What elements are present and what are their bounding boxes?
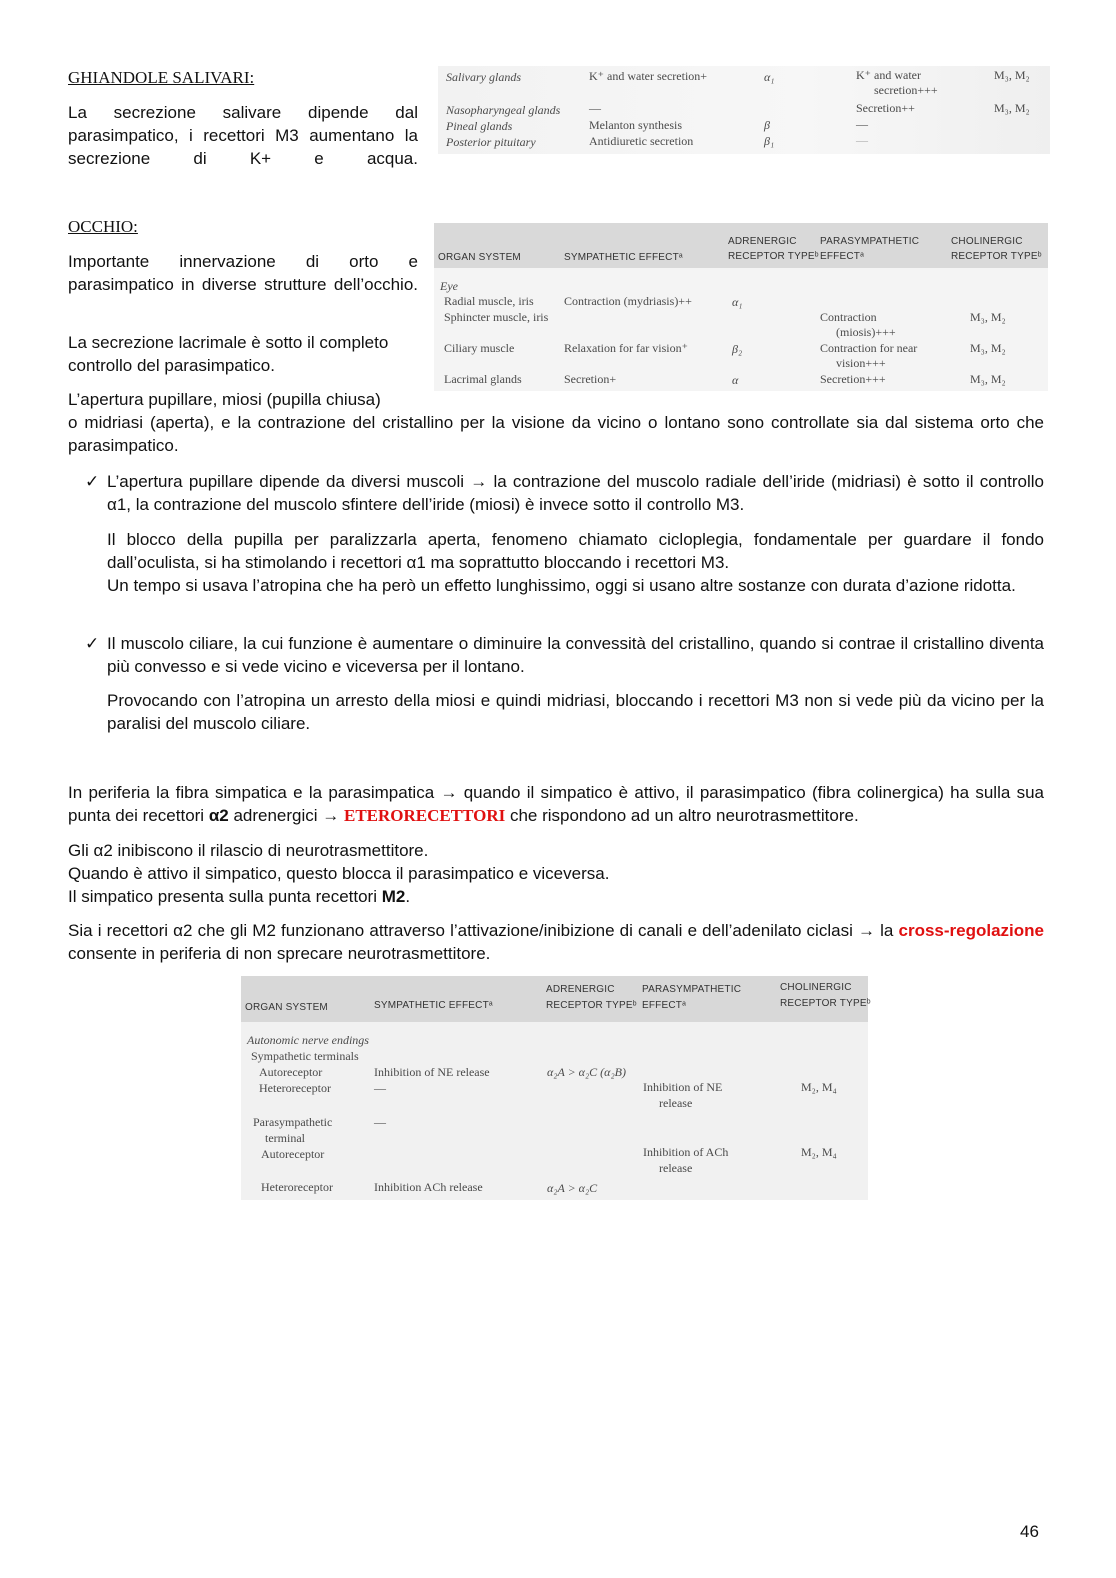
table-cell: α₁ xyxy=(732,295,743,309)
eye-paragraph-1: Importante innervazione di orto e parasimpatico in diverse strutture dell’occhio. xyxy=(68,252,418,294)
table-header: RECEPTOR TYPEᵇ xyxy=(728,251,819,262)
table-cell: Pineal glands xyxy=(446,119,513,133)
periphery-paragraph-2 xyxy=(68,919,1044,965)
table-cell: β xyxy=(764,118,770,132)
eye-paragraph-3-line1: L’apertura pupillare, miosi (pupilla chiusa) xyxy=(68,390,381,409)
table-cell: Heteroreceptor xyxy=(259,1081,331,1095)
table-cell: — xyxy=(856,117,868,131)
table-header: ADRENERGIC xyxy=(546,984,615,995)
table-header: PARASYMPATHETIC xyxy=(642,984,742,995)
table-cell: K⁺ and water secretion+ xyxy=(589,69,708,83)
table-header: RECEPTOR TYPEᵇ xyxy=(780,998,871,1009)
atropine-paragraph: Un tempo si usava l’atropina che ha però un effetto lunghissimo, oggi si usano altre sostanze con durata d’azione ridotta. xyxy=(107,576,1016,595)
text-span: che rispondono ad un altro neurotrasmettitore. xyxy=(505,806,859,825)
salivary-text: La secrezione salivare dipende dal parasimpatico, i recettori M3 aumentano la secrezione di K+ e acqua. xyxy=(68,103,418,168)
table-cell: K⁺ and water xyxy=(856,68,921,82)
text-span: Il simpatico presenta sulla punta recettori xyxy=(68,887,382,906)
text-span: . xyxy=(405,887,411,906)
table-cell: M₃, M₂ xyxy=(970,341,1006,355)
table-cell: Melanton synthesis xyxy=(589,118,682,132)
table-cell: Salivary glands xyxy=(446,70,521,84)
table-cell: Posterior pituitary xyxy=(446,135,536,149)
table-cell: Heteroreceptor xyxy=(261,1180,333,1194)
table-cell: Inhibition ACh release xyxy=(374,1180,483,1194)
salivary-table-image xyxy=(438,66,1050,154)
table-cell: α₂A > α₂C (α₂B) xyxy=(547,1065,626,1079)
table-header: PARASYMPATHETIC xyxy=(820,236,920,247)
table-cell: Secretion++ xyxy=(856,101,915,115)
text-span: consente in periferia di non sprecare neurotrasmettitore. xyxy=(68,944,491,963)
table-cell: M₃, M₂ xyxy=(994,68,1030,82)
nerve-endings-table-image xyxy=(241,976,871,1200)
bullet-pupil xyxy=(85,470,1044,516)
table-cell: Nasopharyngeal glands xyxy=(446,103,561,117)
table-section: Autonomic nerve endings xyxy=(247,1033,369,1047)
table-header: SYMPATHETIC EFFECTᵃ xyxy=(564,252,683,263)
table-cell: β₂ xyxy=(732,342,743,356)
table-cell: Secretion+++ xyxy=(820,372,886,386)
table-cell: Contraction (mydriasis)++ xyxy=(564,294,692,308)
table-header: ADRENERGIC xyxy=(728,236,797,247)
alpha2-bold: α2 xyxy=(208,806,229,825)
eterorecettori-highlight: ETERORECETTORI xyxy=(344,806,506,825)
periphery-line-1: Gli α2 inibiscono il rilascio di neurotrasmettitore. xyxy=(68,841,429,860)
table-cell: terminal xyxy=(265,1131,305,1145)
table-cell: Parasympathetic xyxy=(253,1115,333,1129)
table-cell: M₃, M₂ xyxy=(994,101,1030,115)
periphery-line-2: Quando è attivo il simpatico, questo blocca il parasimpatico e viceversa. xyxy=(68,864,610,883)
table-header: CHOLINERGIC xyxy=(951,236,1023,247)
table-section: Eye xyxy=(440,279,458,293)
bullet-pupil-text: L’apertura pupillare dipende da diversi muscoli → la contrazione del muscolo radiale dell’iride (midriasi) è sotto il controllo α1, la contrazione del muscolo sfintere dell’iride (miosi) è invece sotto il controllo M3. xyxy=(107,472,1044,514)
text-span: In periferia la fibra simpatica e la parasimpatica → quando il simpatico è attivo, il parasimpatico (fibra colinergica) ha sulla sua punta dei recettori xyxy=(68,783,1044,825)
bullet-ciliary-text: Il muscolo ciliare, la cui funzione è aumentare o diminuire la convessità del cristallino, quando si contrae il cristallino diventa più convesso e si vede vicino e viceversa per il lontano. xyxy=(107,634,1044,676)
table-header: CHOLINERGIC xyxy=(780,982,852,993)
table-cell: Inhibition of NE xyxy=(643,1080,723,1094)
table-header: RECEPTOR TYPEᵇ xyxy=(951,251,1042,262)
bullet-ciliary xyxy=(85,632,1044,678)
table-cell: M₂, M₄ xyxy=(801,1145,837,1159)
table-header: ORGAN SYSTEM xyxy=(438,252,521,263)
table-cell: Autoreceptor xyxy=(259,1065,323,1079)
table-cell: — xyxy=(374,1115,386,1129)
table-header: RECEPTOR TYPEᵇ xyxy=(546,1000,637,1011)
m2-bold: M2 xyxy=(381,887,406,906)
table-cell: α xyxy=(732,373,739,387)
table-cell: M₂, M₄ xyxy=(801,1080,837,1094)
cycloplegia-paragraph: Il blocco della pupilla per paralizzarla aperta, fenomeno chiamato cicloplegia, fondamentale per guardare il fondo dall’oculista, si ha stimolando i recettori α1 ma soprattutto bloccando i recettori M3. xyxy=(107,530,1044,572)
table-header: SYMPATHETIC EFFECTᵃ xyxy=(374,1000,493,1011)
table-cell: Inhibition of NE release xyxy=(374,1065,490,1079)
table-cell: — xyxy=(589,101,601,115)
page-number: 46 xyxy=(1020,1522,1039,1541)
table-cell: Sympathetic terminals xyxy=(251,1049,359,1063)
table-cell: Autoreceptor xyxy=(261,1147,325,1161)
table-cell: vision+++ xyxy=(836,356,886,370)
table-cell: M₃, M₂ xyxy=(970,372,1006,386)
eye-heading: OCCHIO: xyxy=(68,217,138,236)
eye-table-image xyxy=(434,223,1048,391)
table-cell: (miosis)+++ xyxy=(836,325,896,339)
table-cell: M₃, M₂ xyxy=(970,310,1006,324)
table-cell: release xyxy=(659,1096,693,1110)
checkmark-icon: ✓ xyxy=(85,472,100,491)
table-cell: α₁ xyxy=(764,70,775,84)
table-cell: Relaxation for far vision⁺ xyxy=(564,341,688,355)
checkmark-icon: ✓ xyxy=(85,634,100,653)
eye-paragraph-3: o midriasi (aperta), e la contrazione del cristallino per la visione da vicino o lontano sono controllate sia dal sistema orto che parasimpatico. xyxy=(68,413,1044,455)
table-cell: Ciliary muscle xyxy=(444,341,515,355)
table-header: ORGAN SYSTEM xyxy=(245,1002,328,1013)
table-cell: Contraction for near xyxy=(820,341,918,355)
table-cell: Contraction xyxy=(820,310,877,324)
cross-regolazione-highlight: cross-regolazione xyxy=(898,921,1044,940)
table-cell: — xyxy=(856,133,868,147)
table-cell: — xyxy=(374,1081,386,1095)
text-span: adrenergici → xyxy=(228,806,344,825)
table-cell: α₂A > α₂C xyxy=(547,1181,598,1195)
table-cell: release xyxy=(659,1161,693,1175)
table-cell: Radial muscle, iris xyxy=(444,294,534,308)
table-cell: β₁ xyxy=(764,134,775,148)
atropine-miosis-paragraph: Provocando con l’atropina un arresto della miosi e quindi midriasi, bloccando i recettori M3 non si vede più da vicino per la paralisi del muscolo ciliare. xyxy=(107,691,1044,733)
periphery-line-3 xyxy=(68,885,1044,908)
table-header: EFFECTᵃ xyxy=(820,251,865,262)
table-cell: Inhibition of ACh xyxy=(643,1145,729,1159)
table-cell: secretion+++ xyxy=(874,83,938,97)
table-cell: Lacrimal glands xyxy=(444,372,522,386)
periphery-paragraph-1 xyxy=(68,781,1044,827)
table-cell: Secretion+ xyxy=(564,372,617,386)
eye-paragraph-2: La secrezione lacrimale è sotto il completo controllo del parasimpatico. xyxy=(68,333,389,375)
table-cell: Antidiuretic secretion xyxy=(589,134,694,148)
table-header: EFFECTᵃ xyxy=(642,1000,687,1011)
text-span: Sia i recettori α2 che gli M2 funzionano attraverso l’attivazione/inibizione di canali e dell’adenilato ciclasi → la xyxy=(68,921,899,940)
salivary-heading: GHIANDOLE SALIVARI: xyxy=(68,68,255,87)
table-cell: Sphincter muscle, iris xyxy=(444,310,549,324)
